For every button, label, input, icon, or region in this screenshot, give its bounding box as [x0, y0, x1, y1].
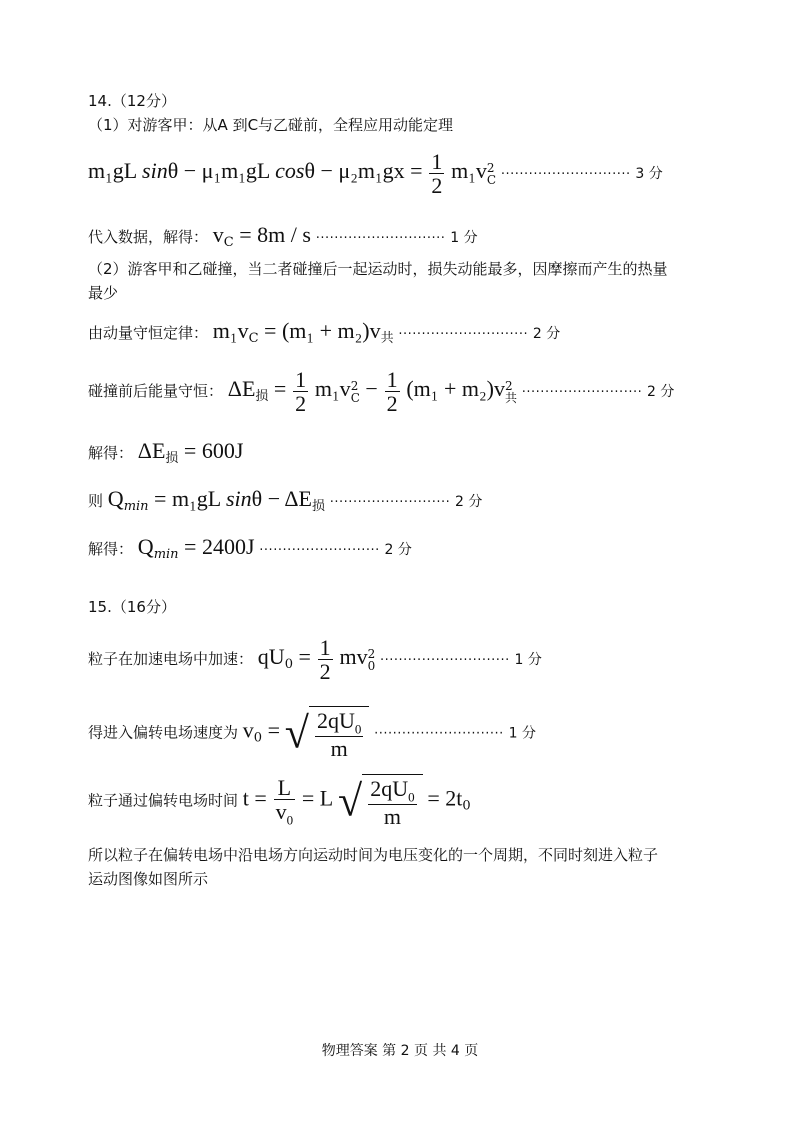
score-label: 2 分 [455, 494, 483, 510]
t-num: L [274, 776, 296, 800]
en-sub: 损 [255, 389, 269, 405]
q14-header: 14.（12分） [88, 92, 176, 110]
q14-solution-2 [88, 534, 412, 563]
q14-energy: 碰撞前后能量守恒： $\Delta E_损$ = $\frac{1}{2}$ m₁v 2 C − $\frac{1}{2}$ (m₁ + m₂)v 2 共 ·························· 2 分 [88, 367, 675, 417]
q14-part1-intro: （1）对游客甲：从A 到C与乙碰前，全程应用动能定理 [88, 116, 454, 134]
score-label: 2 分 [532, 326, 561, 342]
acc-prefix: 粒子在加速电场中加速： [88, 650, 254, 669]
score-label: 1 分 [450, 230, 478, 246]
sub1-eq: v [212, 222, 224, 247]
sol-prefix: 解得： [88, 444, 134, 462]
score-label: 2 分 [647, 384, 675, 401]
dot-leader: ···························· [374, 726, 504, 742]
score-label: 2 分 [384, 542, 412, 558]
q15-conclusion-2: 运动图像如图所示 [88, 870, 209, 888]
q14-solution-1 [88, 438, 243, 467]
fraction-half: $\frac{1}{2}$ [386, 367, 398, 417]
acc-tail: mv [339, 644, 368, 670]
t-rden: m [383, 804, 401, 830]
dot-leader: ·························· [521, 385, 643, 401]
q14-heat [88, 486, 482, 515]
dot-leader: ···························· [380, 653, 510, 669]
mom-prefix: 由动量守恒定律： [88, 324, 209, 342]
v0-num: 2qU [316, 708, 355, 733]
qs-prefix: 解得： [88, 540, 134, 558]
en-mid2: (m₁ + m₂)v [406, 376, 505, 402]
en-mid: m₁v [314, 376, 351, 402]
dot-leader: ···························· [398, 327, 529, 342]
v0-eq: v [242, 717, 254, 743]
dot-leader: ···························· [315, 231, 446, 246]
en-sub2: 共 [504, 391, 517, 406]
dot-leader: ···························· [500, 167, 631, 183]
t-den: v [275, 798, 287, 824]
fraction-L-over-v0: $\frac{L}{v_0}$ [275, 774, 294, 828]
q14-momentum: 由动量守恒定律： $m_1v_C = (m_1 + m_2)v_共$ ···························· 2 分 [88, 318, 561, 346]
acc-eq: qU [257, 644, 285, 670]
qs-eq: Q [137, 534, 154, 559]
mom-eq: m₁v [212, 318, 249, 343]
sol-sub: 损 [165, 451, 179, 466]
q14-equation-1: m₁gL sinθ − μ₁m₁gL cosθ − μ₂m₁gx = $\frac{1}{2}$ m₁v 2 C ···························· 3 分 [88, 149, 663, 199]
q15-header: 15.（16分） [88, 598, 176, 616]
eq1-tail: m₁v [451, 158, 487, 184]
fraction-half: $\frac{1}{2}$ [431, 149, 443, 199]
q-sin: sin [225, 486, 252, 511]
q15-conclusion-1: 所以粒子在偏转电场中沿电场方向运动时间为电压变化的一个周期，不同时刻进入粒子 [88, 846, 659, 864]
sub1-val: = 8m / s [233, 222, 311, 247]
eq1-sin: sin [142, 158, 168, 184]
q-right: θ − ΔE [251, 486, 312, 511]
fraction-half: $\frac{1}{2}$ [295, 367, 307, 417]
eq1-mid: θ − μ₁m₁gL [167, 158, 271, 184]
sol-val: = 600J [178, 438, 244, 463]
qs-val: = 2400J [178, 534, 255, 559]
sub1-prefix: 代入数据，解得： [88, 228, 209, 246]
acc-eq2: = [292, 644, 311, 670]
t-eq: t = [242, 785, 267, 811]
q14-sub1: 代入数据，解得： $v_C = 8m / s$ ···························· 1 分 [88, 222, 478, 250]
mom-sub: 共 [380, 331, 394, 346]
en-left: ΔE [227, 376, 256, 402]
eq1-left: m₁gL [88, 158, 138, 184]
dot-leader: ·························· [259, 543, 380, 558]
dot-leader: ·························· [329, 495, 451, 510]
v0-eq2: = [262, 717, 280, 743]
q-eq: Q [107, 486, 124, 511]
eq1-right: θ − μ₂m₁gx = [304, 158, 423, 184]
t-rnum: 2qU [370, 776, 409, 801]
t-right: = 2t [427, 785, 463, 811]
page-footer: 物理答案 第 2 页 共 4 页 [321, 1043, 479, 1059]
q-prefix: 则 [88, 492, 104, 510]
q14-part2-intro: （2）游客甲和乙碰撞，当二者碰撞后一起运动时，损失动能最多，因摩擦而产生的热量 [88, 260, 668, 278]
sol-eq: ΔE [137, 438, 166, 463]
t-prefix: 粒子通过偏转电场时间 [88, 791, 239, 810]
sqrt-expression: √ $\frac{2qU_0}{m}$ [285, 706, 370, 761]
fraction-half: $\frac{1}{2}$ [319, 635, 331, 685]
q-sub: min [123, 499, 149, 514]
q15-time: 粒子通过偏转电场时间 t = $\frac{L}{v_0}$ = L √ $\frac{2qU_0}{m}$ = $2t_0$ [88, 774, 471, 830]
en-prefix: 碰撞前后能量守恒： [88, 382, 224, 401]
score-label: 3 分 [635, 166, 663, 183]
qs-sub: min [153, 547, 179, 562]
q-sub2: 损 [311, 499, 325, 514]
q15-velocity: 得进入偏转电场速度为 $v_0$ = √ $\frac{2qU_0}{m}$ ···························· 1 分 [88, 708, 536, 762]
q14-part2-intro-2: 最少 [88, 284, 119, 302]
v0-den: m [330, 736, 348, 762]
sqrt-expression: √ $\frac{2qU_0}{m}$ [338, 774, 423, 829]
mom-eq2: = (m₁ + m₂)v [258, 318, 381, 343]
score-label: 1 分 [514, 652, 542, 669]
v0-prefix: 得进入偏转电场速度为 [88, 723, 239, 742]
t-mid: = L [301, 785, 334, 811]
eq1-cos: cos [275, 158, 305, 184]
q-mid: = m₁gL [148, 486, 222, 511]
q15-acceleration: 粒子在加速电场中加速： $qU_0$ = $\frac{1}{2}$ mv 2 0 ···························· 1 分 [88, 635, 542, 685]
score-label: 1 分 [508, 725, 536, 742]
